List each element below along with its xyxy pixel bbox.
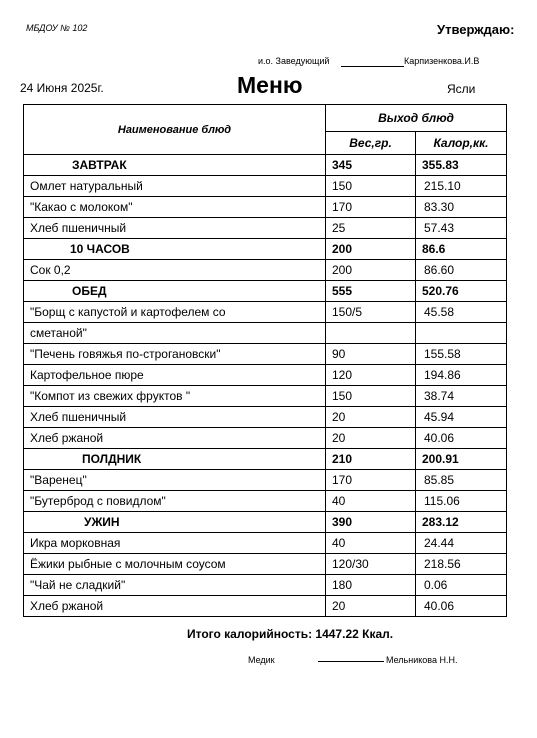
meal-row (24, 281, 507, 302)
dish-name: Хлеб пшеничный (24, 407, 326, 428)
medic-name: Мельникова Н.Н. (386, 655, 458, 665)
dish-weight: 20 (326, 428, 416, 449)
dish-kcal: 45.94 (416, 407, 507, 428)
column-header-kcal: Калор,кк. (416, 132, 507, 155)
dish-weight: 210 (326, 449, 416, 470)
page-title: Меню (237, 72, 303, 98)
dish-name: "Бутерброд с повидлом" (24, 491, 326, 512)
dish-kcal (416, 323, 507, 344)
dish-weight: 170 (326, 470, 416, 491)
dish-kcal: 115.06 (416, 491, 507, 512)
dish-weight: 170 (326, 197, 416, 218)
table-row (24, 323, 507, 344)
table-row (24, 554, 507, 575)
table-row (24, 470, 507, 491)
dish-kcal: 194.86 (416, 365, 507, 386)
dish-kcal: 355.83 (416, 155, 507, 176)
dish-weight: 390 (326, 512, 416, 533)
dish-kcal: 200.91 (416, 449, 507, 470)
dish-name: УЖИН (24, 512, 326, 533)
meal-row (24, 512, 507, 533)
dish-name: Сок 0,2 (24, 260, 326, 281)
table-row (24, 407, 507, 428)
dish-weight: 25 (326, 218, 416, 239)
dish-weight: 120 (326, 365, 416, 386)
dish-kcal: 215.10 (416, 176, 507, 197)
group-name: Ясли (447, 82, 476, 96)
table-row (24, 344, 507, 365)
dish-name: "Компот из свежих фруктов " (24, 386, 326, 407)
meal-row (24, 239, 507, 260)
dish-kcal: 38.74 (416, 386, 507, 407)
menu-table (23, 104, 507, 617)
dish-name: Икра морковная (24, 533, 326, 554)
organization-name: МБДОУ № 102 (26, 23, 88, 33)
menu-table-body (24, 105, 507, 617)
dish-kcal: 218.56 (416, 554, 507, 575)
dish-weight: 120/30 (326, 554, 416, 575)
dish-kcal: 83.30 (416, 197, 507, 218)
dish-weight: 200 (326, 239, 416, 260)
table-row (24, 596, 507, 617)
dish-weight: 180 (326, 575, 416, 596)
dish-kcal: 40.06 (416, 428, 507, 449)
dish-name: "Чай не сладкий" (24, 575, 326, 596)
table-row (24, 365, 507, 386)
meal-row (24, 155, 507, 176)
dish-kcal: 85.85 (416, 470, 507, 491)
table-row (24, 302, 507, 323)
total-calories: Итого калорийность: 1447.22 Ккал. (187, 627, 394, 641)
signer-name: Карпизенкова.И.В (404, 56, 480, 66)
dish-kcal: 40.06 (416, 596, 507, 617)
dish-weight: 40 (326, 491, 416, 512)
meal-row (24, 449, 507, 470)
dish-name: ПОЛДНИК (24, 449, 326, 470)
dish-kcal: 0.06 (416, 575, 507, 596)
column-header-output: Выход блюд (326, 105, 507, 132)
dish-kcal: 45.58 (416, 302, 507, 323)
table-row (24, 260, 507, 281)
table-row (24, 533, 507, 554)
dish-name: Хлеб пшеничный (24, 218, 326, 239)
dish-weight: 150 (326, 176, 416, 197)
dish-name: Картофельное пюре (24, 365, 326, 386)
dish-name: "Варенец" (24, 470, 326, 491)
dish-name: ОБЕД (24, 281, 326, 302)
table-row (24, 176, 507, 197)
dish-weight: 345 (326, 155, 416, 176)
medic-signature-line (318, 661, 384, 662)
dish-kcal: 24.44 (416, 533, 507, 554)
dish-kcal: 520.76 (416, 281, 507, 302)
dish-weight: 555 (326, 281, 416, 302)
signer-role: и.о. Заведующий (258, 56, 330, 66)
dish-kcal: 57.43 (416, 218, 507, 239)
signature-line (341, 66, 404, 67)
table-row (24, 428, 507, 449)
dish-name: Хлеб ржаной (24, 596, 326, 617)
dish-name: 10 ЧАСОВ (24, 239, 326, 260)
column-header-weight: Вес,гр. (326, 132, 416, 155)
dish-weight (326, 323, 416, 344)
dish-name: Омлет натуральный (24, 176, 326, 197)
column-header-name: Наименование блюд (24, 105, 326, 155)
dish-name: "Какао с молоком" (24, 197, 326, 218)
dish-weight: 150 (326, 386, 416, 407)
dish-kcal: 86.60 (416, 260, 507, 281)
menu-date: 24 Июня 2025г. (20, 81, 104, 95)
dish-kcal: 86.6 (416, 239, 507, 260)
dish-name: "Печень говяжья по-строгановски" (24, 344, 326, 365)
approve-heading: Утверждаю: (437, 22, 515, 37)
dish-weight: 40 (326, 533, 416, 554)
dish-name: "Борщ с капустой и картофелем со (24, 302, 326, 323)
table-row (24, 197, 507, 218)
table-header-row (24, 105, 507, 132)
table-row (24, 491, 507, 512)
dish-name: Хлеб ржаной (24, 428, 326, 449)
table-row (24, 386, 507, 407)
dish-name: сметаной" (24, 323, 326, 344)
dish-name: Ёжики рыбные с молочным соусом (24, 554, 326, 575)
medic-role: Медик (248, 655, 275, 665)
table-row (24, 575, 507, 596)
dish-kcal: 283.12 (416, 512, 507, 533)
dish-weight: 20 (326, 407, 416, 428)
dish-name: ЗАВТРАК (24, 155, 326, 176)
dish-weight: 20 (326, 596, 416, 617)
dish-weight: 90 (326, 344, 416, 365)
table-row (24, 218, 507, 239)
dish-weight: 150/5 (326, 302, 416, 323)
dish-kcal: 155.58 (416, 344, 507, 365)
dish-weight: 200 (326, 260, 416, 281)
